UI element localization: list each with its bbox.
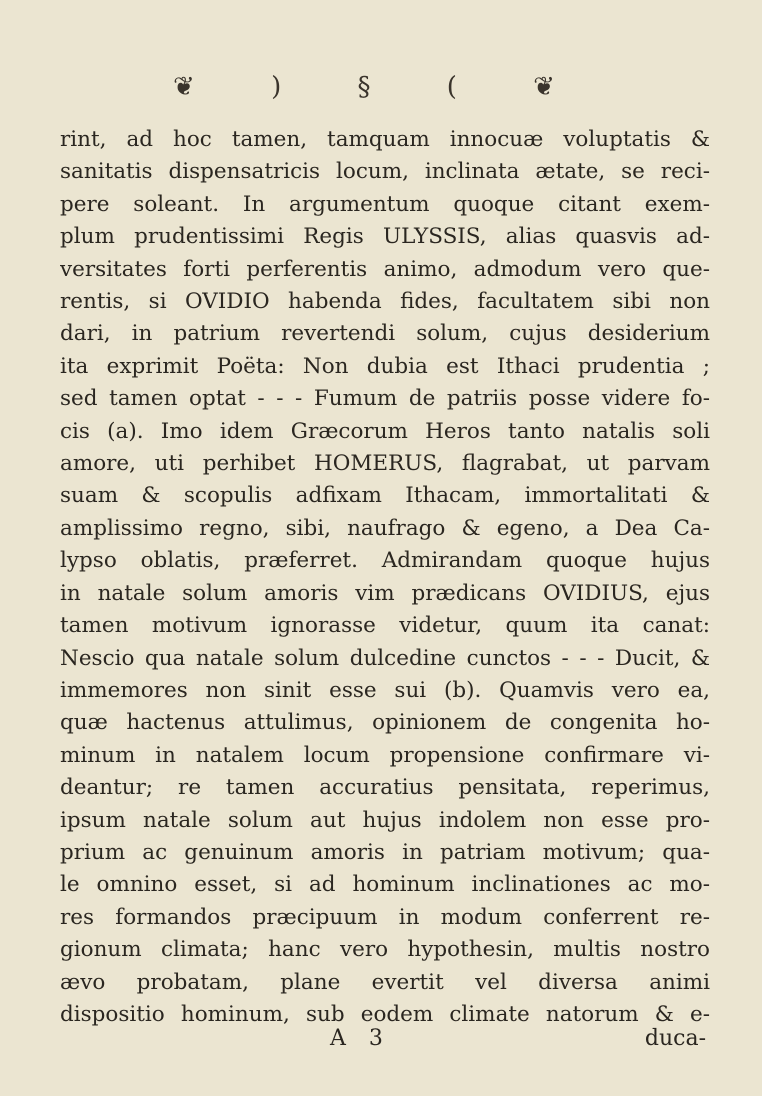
text-line: ipsum natale solum aut hujus indolem non esse pro- [60,807,710,833]
text-line: versitates forti perferentis animo, admodum vero que- [60,256,710,282]
text-line: minum in natalem locum propensione confirmare vi- [60,742,710,768]
text-line: rint, ad hoc tamen, tamquam innocuæ voluptatis & [60,127,710,152]
text-line: dari, in patrium revertendi solum, cujus desiderium [60,321,710,347]
text-line: ita exprimit Poëta: Non dubia est Ithaci prudentia ; [60,353,710,379]
text-line: sed tamen optat - - - Fumum de patriis posse videre fo- [60,386,710,412]
text-line: in natale solum amoris vim prædicans OVIDIUS, ejus [60,580,710,606]
text-line: prium ac genuinum amoris in patriam motivum; qua- [60,839,710,865]
text-line: rentis, si OVIDIO habenda fides, facultatem sibi non [60,289,710,315]
text-line: Nescio qua natale solum dulcedine cunctos - - - Ducit, & [60,645,710,671]
signature-mark: A 3 [330,1026,391,1051]
text-line: lypso oblatis, præferret. Admirandam quoque hujus [60,548,710,574]
text-line: quæ hactenus attulimus, opinionem de congenita ho- [60,710,710,736]
text-line: res formandos præcipuum in modum conferrent re- [60,904,710,930]
text-line: amplissimo regno, sibi, naufrago & egeno, a Dea Ca- [60,515,710,541]
catchword: duca- [644,1026,706,1051]
text-line: gionum climata; hanc vero hypothesin, multis nostro [60,937,710,963]
text-line: amore, uti perhibet HOMERUS, flagrabat, ut parvam [60,451,710,477]
text-line: dispositio hominum, sub eodem climate natorum & e- [60,1001,710,1027]
text-line: suam & scopulis adfixam Ithacam, immortalitati & [60,483,710,509]
text-line: cis (a). Imo idem Græcorum Heros tanto natalis soli [60,418,710,444]
body-text [60,124,710,1031]
text-line: immemores non sinit esse sui (b). Quamvis vero ea, [60,677,710,703]
text-line: le omnino esset, si ad hominum inclinationes ac mo- [60,872,710,898]
text-line: plum prudentissimi Regis ULYSSIS, alias quasvis ad- [60,224,710,250]
text-line: sanitatis dispensatricis locum, inclinata ætate, se reci- [60,159,710,185]
text-line: ævo probatam, plane evertit vel diversa animi [60,969,710,995]
text-line: pere soleant. In argumentum quoque citant exem- [60,191,710,217]
text-line: tamen motivum ignorasse videtur, quum ita canat: [60,613,710,639]
header-ornament: ❦ ) § ( ❦ [173,72,589,102]
page-footer [0,1026,762,1060]
text-line: deantur; re tamen accuratius pensitata, reperimus, [60,775,710,801]
